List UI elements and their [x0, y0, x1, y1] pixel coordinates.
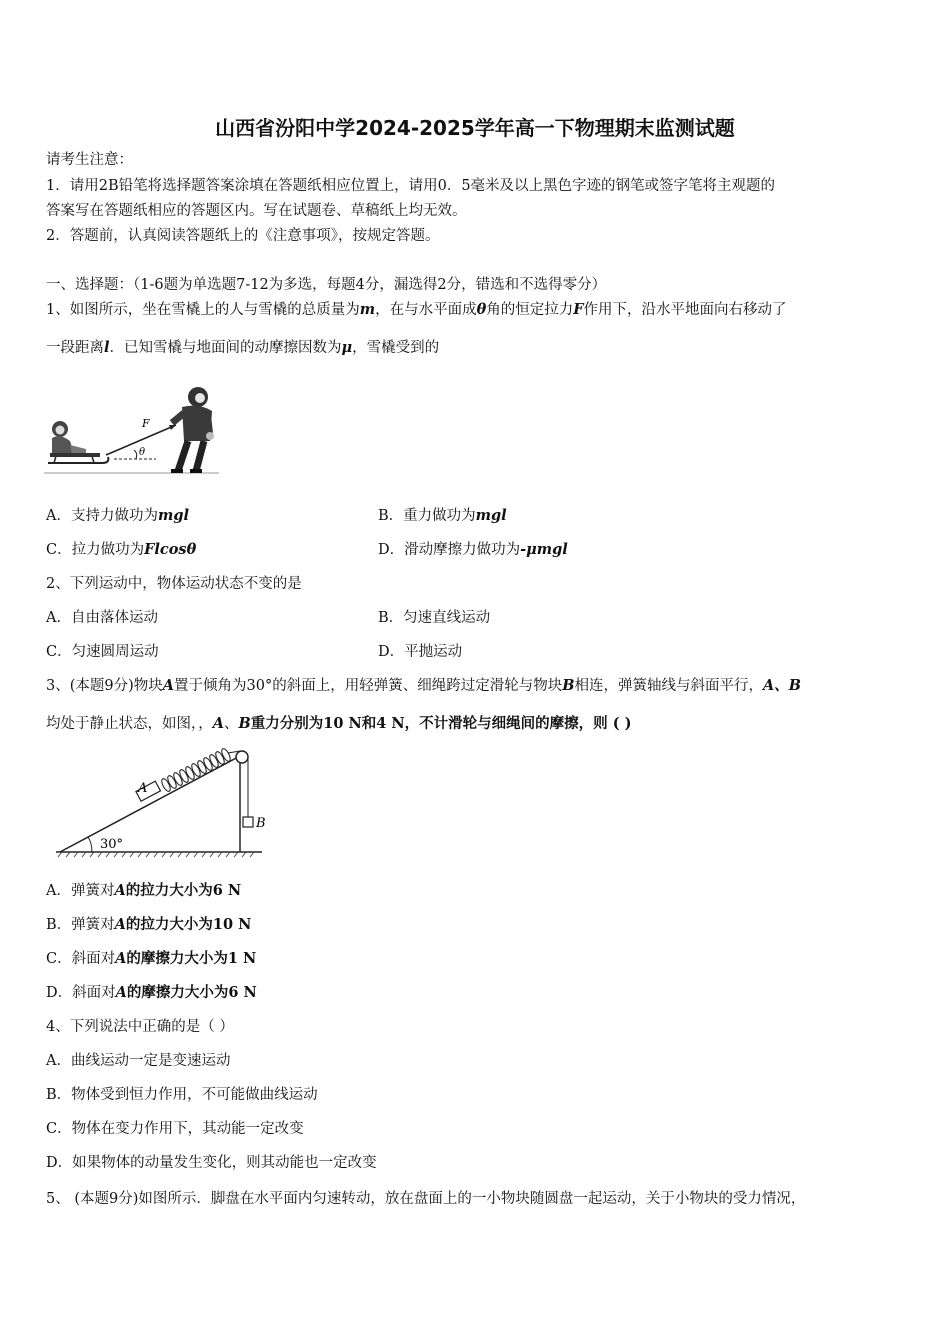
- q1-stem-line2: 一段距离l．已知雪橇与地面间的动摩擦因数为μ，雪橇受到的: [46, 339, 440, 356]
- q4-option-c[interactable]: C．物体在变力作用下，其动能一定改变: [46, 1121, 304, 1137]
- notice-line-1: 1．请用2B铅笔将选择题答案涂填在答题纸相应位置上，请用0．5毫米及以上黑色字迹的钢笔或签字笔将主观题的: [46, 178, 776, 194]
- q4-option-a[interactable]: A．曲线运动一定是变速运动: [46, 1053, 231, 1069]
- incline-figure: [52, 745, 272, 860]
- notice-line-3: 2．答题前，认真阅读答题纸上的《注意事项》，按规定答题。: [46, 228, 440, 244]
- q2-option-b[interactable]: B．匀速直线运动: [378, 610, 491, 626]
- q1-stem-line1: 1、如图所示，坐在雪橇上的人与雪橇的总质量为m，在与水平面成θ角的恒定拉力F作用下，沿水平地面向右移动了: [46, 301, 787, 318]
- q2-option-d[interactable]: D．平抛运动: [378, 644, 463, 660]
- q3-option-b[interactable]: B．弹簧对A的拉力大小为10 N: [46, 916, 252, 933]
- fig-angle-label: 30°: [100, 837, 124, 852]
- section-heading: 一、选择题：（1-6题为单选题7-12为多选，每题4分，漏选得2分，错选和不选得零分）: [46, 277, 607, 293]
- fig-theta-label: θ: [139, 447, 146, 458]
- fig-F-label: F: [142, 417, 150, 430]
- q3-option-a[interactable]: A．弹簧对A的拉力大小为6 N: [46, 882, 242, 899]
- q3-stem-line2: 均处于静止状态，如图，，A、B重力分别为10 N和4 N，不计滑轮与细绳间的摩擦，则 ( ): [46, 715, 632, 732]
- fig-block-b-label: B: [256, 816, 266, 831]
- q4-option-d[interactable]: D．如果物体的动量发生变化，则其动能也一定改变: [46, 1155, 377, 1171]
- q2-option-a[interactable]: A．自由落体运动: [46, 610, 158, 626]
- q1-option-a[interactable]: A．支持力做功为mgl: [46, 507, 189, 524]
- q3-option-d[interactable]: D．斜面对A的摩擦力大小为6 N: [46, 984, 257, 1001]
- notice-line-2: 答案写在答题纸相应的答题区内。写在试题卷、草稿纸上均无效。: [46, 203, 467, 219]
- q1-option-b[interactable]: B．重力做功为mgl: [378, 507, 507, 524]
- page-title: 山西省汾阳中学2024-2025学年高一下物理期末监测试题: [215, 116, 735, 140]
- q4-stem: 4、下列说法中正确的是（ ）: [46, 1019, 234, 1035]
- q3-option-c[interactable]: C．斜面对A的摩擦力大小为1 N: [46, 950, 257, 967]
- q3-stem-line1: 3、(本题9分)物块A置于倾角为30°的斜面上，用轻弹簧、细绳跨过定滑轮与物块B相连，弹簧轴线与斜面平行，A、B: [46, 677, 802, 694]
- notice-heading: 请考生注意：: [46, 152, 133, 168]
- sled-figure: [44, 383, 224, 478]
- q1-option-c[interactable]: C．拉力做功为Flcosθ: [46, 541, 197, 558]
- q2-stem: 2、下列运动中，物体运动状态不变的是: [46, 576, 302, 592]
- q5-stem: 5、 (本题9分)如图所示．脚盘在水平面内匀速转动，放在盘面上的一小物块随圆盘一起运动，关于小物块的受力情况，: [46, 1191, 806, 1207]
- q1-option-d[interactable]: D．滑动摩擦力做功为-μmgl: [378, 541, 568, 558]
- q4-option-b[interactable]: B．物体受到恒力作用，不可能做曲线运动: [46, 1087, 318, 1103]
- q2-option-c[interactable]: C．匀速圆周运动: [46, 644, 159, 660]
- fig-block-a-label: A: [138, 781, 148, 796]
